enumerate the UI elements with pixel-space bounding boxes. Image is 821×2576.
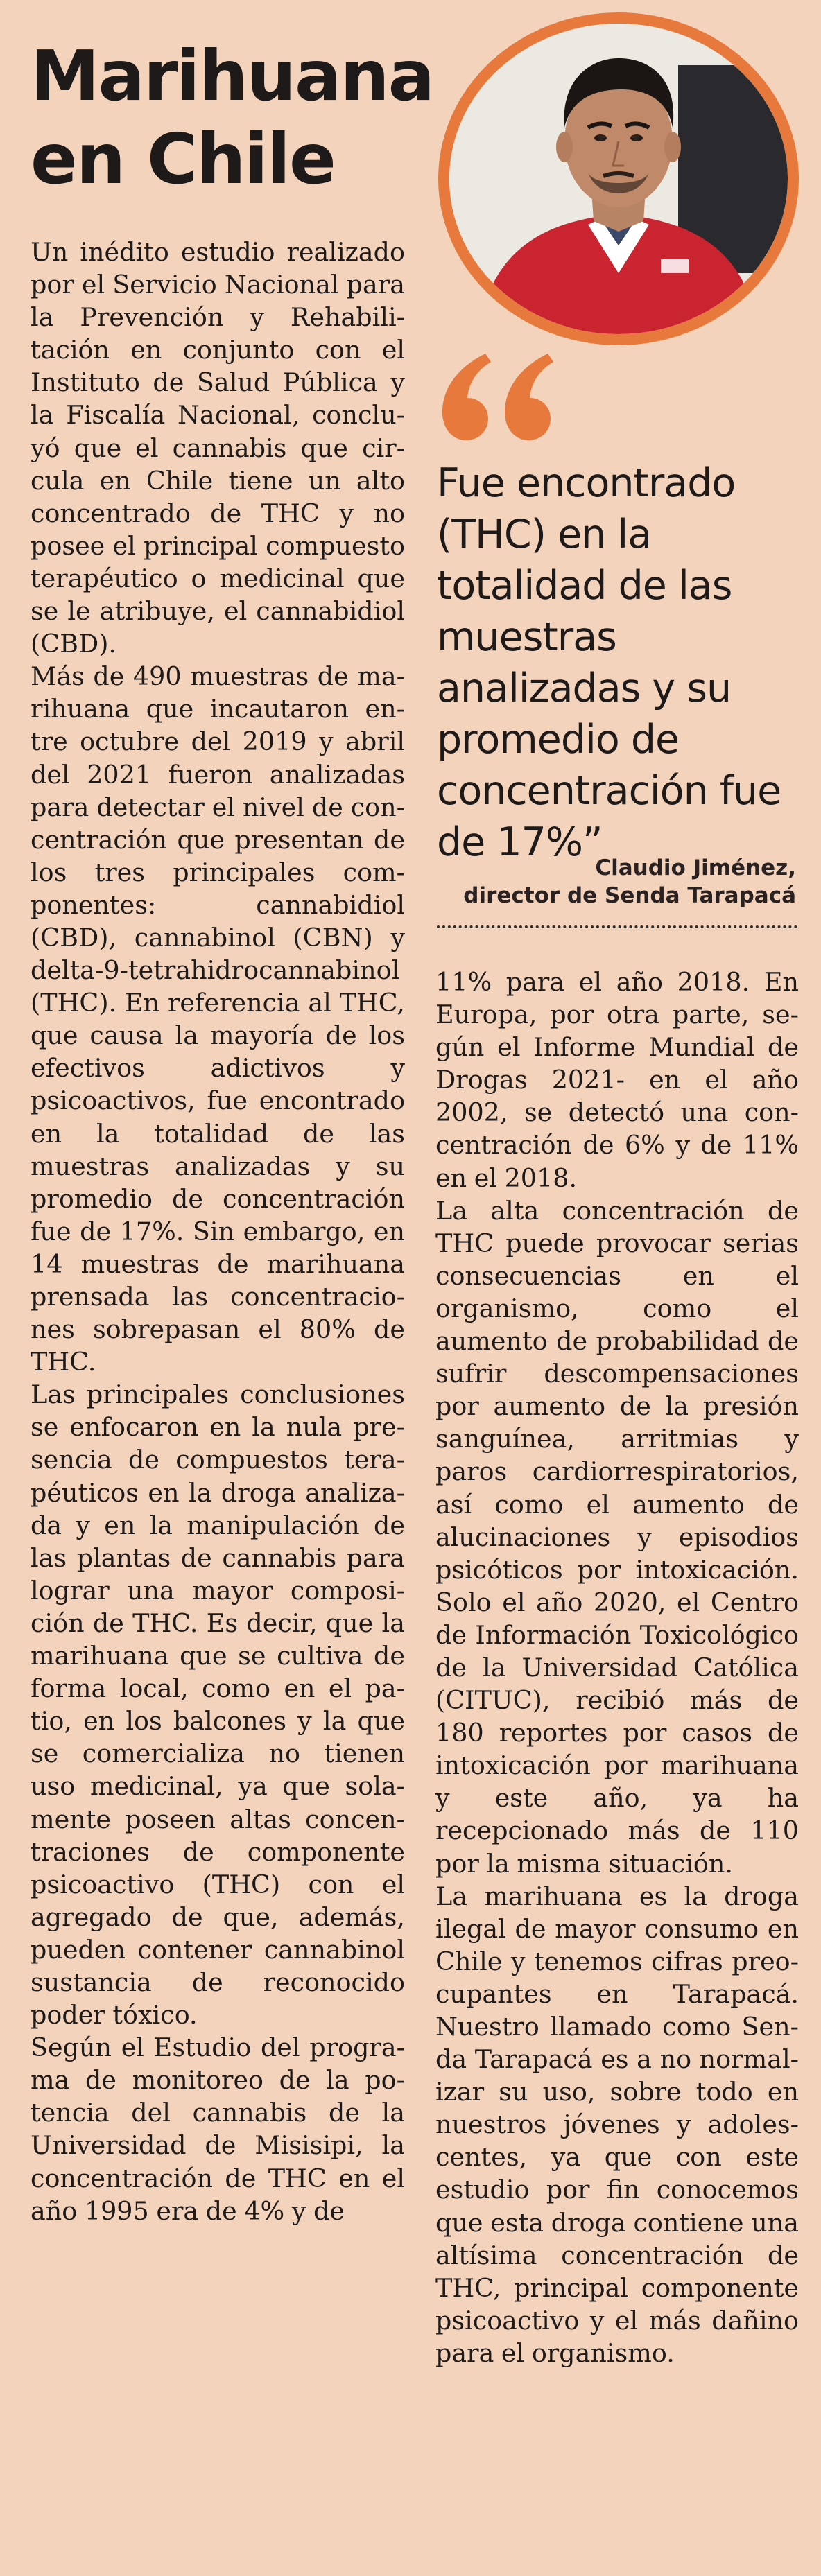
paragraph: La marihuana es la droga ilegal de mayor consumo en Chile y tenemos cifras preocupantes en Tarapacá. Nuestro llamado como Senda Tarapacá es a no normalizar su uso, sobre todo en nuestros jóvenes y adolescentes, ya que con este estudio por fin conocemos que esta droga contiene una altísima concentración de THC, principal componente psicoactivo y el más dañino para el organismo. — [435, 1881, 799, 2368]
paragraph: 11% para el año 2018. En Europa, por otra parte, según el Informe Mundial de Drogas 2021- en el año 2002, se detectó una concentración de 6% y de 11% en el 2018. — [435, 967, 799, 1193]
paragraph: Según el Estudio del programa de monitoreo de la potencia del cannabis de la Universidad de Misisipi, la concentración de THC en el año 1995 era de 4% y de — [31, 2033, 405, 2226]
article-title-line-2: en Chile — [31, 119, 335, 200]
quote-author: Claudio Jiménez, — [595, 855, 796, 880]
pull-quote: Fue encontrado (THC) en la totalidad de las muestras analizadas y su promedio de concentración fue de 17%” — [437, 460, 781, 865]
quote-author-role: director de Senda Tarapacá — [463, 883, 796, 908]
paragraph: Más de 490 muestras de marihuana que incautaron entre octubre del 2019 y abril del 2021 fueron analizadas para detectar el nivel de concentración que presentan de los tres principales componentes: cannabidiol (CBD), cannabinol (CBN) y delta-9-tetrahidrocannabinol (THC). En referencia al THC, que causa la mayoría de los efectivos adictivos y psicoactivos, fue encontrado en la totalidad de las muestras analizadas y su promedio de concentración fue de 17%. Sin embargo, en 14 muestras de marihuana prensada las concentraciones sobrepasan el 80% de THC. — [31, 661, 405, 1377]
paragraph: La alta concentración de THC puede provocar serias consecuencias en el organismo, como el aumento de probabilidad de sufrir descompensaciones por aumento de la presión sanguínea, arritmias y paros cardiorrespiratorios, así como el aumento de alucinaciones y episodios psicóticos por intoxicación. Solo el año 2020, el Centro de Información Toxicológico de la Universidad Católica (CITUC), recibió más de 180 reportes por casos de intoxicación por marihuana y este año, ya ha recepcionado más de 110 por la misma situación. — [435, 1195, 799, 1879]
article-column-right — [435, 966, 799, 2369]
paragraph: Las principales conclusiones se enfocaron en la nula presencia de compuestos terapéuticos en la droga analizada y en la manipulación de las plantas de cannabis para lograr una mayor composición de THC. Es decir, que la marihuana que se cultiva de forma local, como en el patio, en los balcones y la que se comercializa no tienen uso medicinal, ya que solamente poseen altas concentraciones de componente psicoactivo (THC) con el agregado de que, además, pueden contener cannabinol sustancia de reconocido poder tóxico. — [31, 1380, 405, 2030]
paragraph: Un inédito estudio realizado por el Servicio Nacional para la Prevención y Rehabilitación en conjunto con el Instituto de Salud Pública y la Fiscalía Nacional, concluyó que el cannabis que circula en Chile tiene un alto concentrado de THC y no posee el principal compuesto terapéutico o medicinal que se le atribuye, el cannabidiol (CBD). — [31, 237, 405, 659]
article-title — [31, 35, 433, 201]
portrait-photo — [449, 24, 788, 334]
article-column-left — [31, 236, 405, 2227]
portrait-illustration — [449, 24, 788, 334]
quote-mark-icon — [437, 347, 555, 444]
quote-attribution — [463, 854, 796, 910]
dotted-divider — [437, 925, 797, 928]
portrait-frame — [438, 12, 799, 345]
article-title-line-1: Marihuana — [31, 35, 434, 116]
